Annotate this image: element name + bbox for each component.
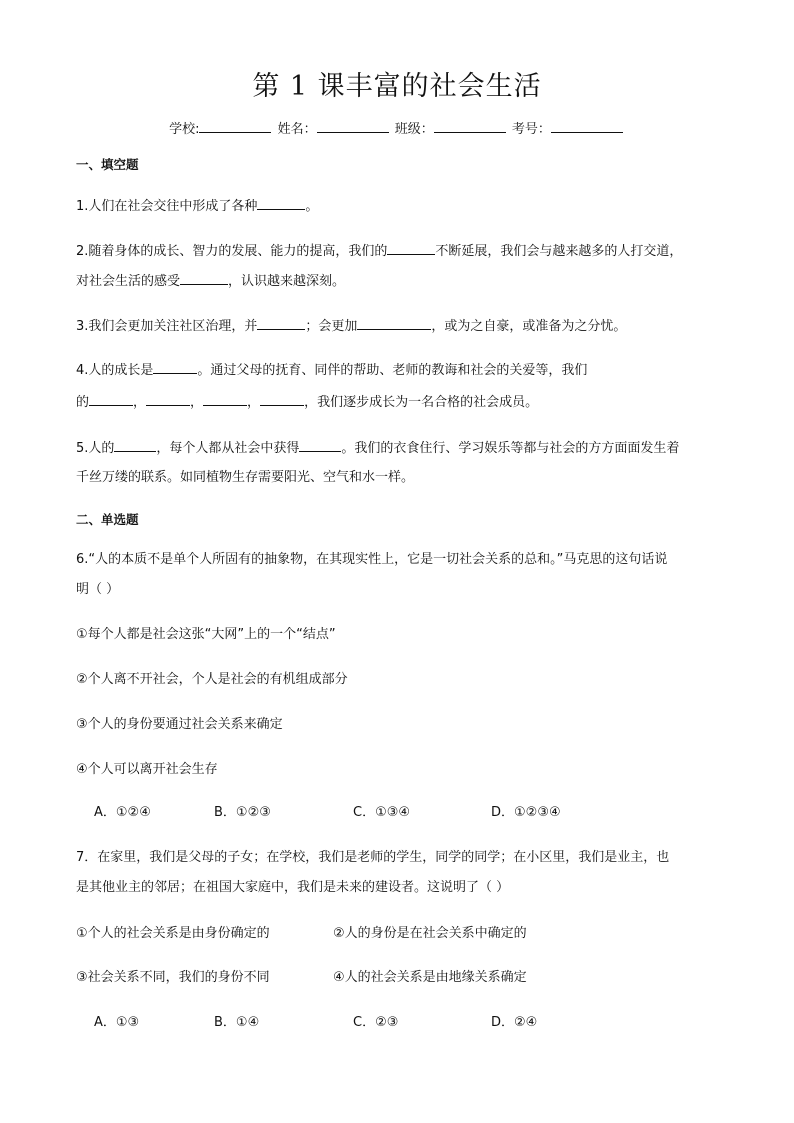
q6-option-a[interactable]: A．①②④	[94, 805, 151, 820]
q6-option-c[interactable]: C．①③④	[353, 805, 411, 820]
q4-blank-4[interactable]	[203, 393, 247, 406]
name-label: 姓名：	[277, 122, 317, 137]
q7-option-d[interactable]: D．②④	[491, 1015, 538, 1030]
school-label: 学校:	[169, 122, 200, 137]
q4-blank-3[interactable]	[146, 393, 190, 406]
section-fill-blank: 一、填空题	[76, 157, 139, 172]
q6-option-b[interactable]: B．①②③	[214, 805, 271, 820]
question-3: 3.我们会更加关注社区治理，并 ；会更加 ，或为之自豪，或准备为之分忧。	[76, 319, 627, 334]
q5-blank-1[interactable]	[114, 439, 156, 452]
class-label: 班级：	[394, 122, 434, 137]
section-single-choice: 二、单选题	[76, 512, 139, 527]
q1-blank[interactable]	[257, 197, 305, 210]
q4-blank-1[interactable]	[153, 361, 197, 374]
exam-no-label: 考号：	[511, 122, 551, 137]
school-blank[interactable]	[199, 120, 271, 133]
question-5-line-1: 5.人的 ，每个人都从社会中获得 。我们的衣食住行、学习娱乐等都与社会的方方面面发生着	[76, 441, 680, 456]
q3-blank-1[interactable]	[257, 317, 305, 330]
q6-statement-1: ①每个人都是社会这张“大网”上的一个“结点”	[76, 627, 336, 642]
q7-statement-3: ③社会关系不同，我们的身份不同	[76, 970, 270, 985]
question-7-line-2: 是其他业主的邻居；在祖国大家庭中，我们是未来的建设者。这说明了（ ）	[76, 880, 510, 895]
question-2-line-2: 对社会生活的感受 ，认识越来越深刻。	[76, 274, 346, 289]
question-2-line-1: 2.随着身体的成长、智力的发展、能力的提高，我们的 不断延展，我们会与越来越多的人打交道，	[76, 244, 683, 259]
q6-option-d[interactable]: D．①②③④	[491, 805, 561, 820]
name-blank[interactable]	[317, 120, 389, 133]
q4-blank-2[interactable]	[89, 393, 133, 406]
q4-blank-5[interactable]	[260, 393, 304, 406]
q7-option-a[interactable]: A．①③	[94, 1015, 140, 1030]
question-7-line-1: 7．在家里，我们是父母的子女；在学校，我们是老师的学生，同学的同学；在小区里，我们是业主，也	[76, 850, 670, 865]
q5-blank-2[interactable]	[299, 439, 341, 452]
question-5-line-2: 千丝万缕的联系。如同植物生存需要阳光、空气和水一样。	[76, 470, 415, 485]
q7-option-b[interactable]: B．①④	[214, 1015, 260, 1030]
q6-statement-3: ③个人的身份要通过社会关系来确定	[76, 717, 283, 732]
question-6-line-2: 明（ ）	[76, 582, 120, 597]
student-info-row	[0, 118, 794, 137]
q7-statement-4: ④人的社会关系是由地缘关系确定	[333, 970, 527, 985]
q3-blank-2[interactable]	[357, 317, 431, 330]
q7-option-c[interactable]: C．②③	[353, 1015, 399, 1030]
class-blank[interactable]	[434, 120, 506, 133]
question-4-line-2: 的 ， ， ， ，我们逐步成长为一名合格的社会成员。	[76, 395, 539, 410]
q7-statement-1: ①个人的社会关系是由身份确定的	[76, 926, 270, 941]
page-title: 第 1 课丰富的社会生活	[252, 71, 542, 102]
question-6-line-1: 6.“人的本质不是单个人所固有的抽象物，在其现实性上，它是一切社会关系的总和。”马克思的这句话说	[76, 552, 668, 567]
exam-no-blank[interactable]	[551, 120, 623, 133]
q7-statement-2: ②人的身份是在社会关系中确定的	[333, 926, 527, 941]
q2-blank-1[interactable]	[387, 242, 435, 255]
question-4-line-1: 4.人的成长是 。通过父母的抚育、同伴的帮助、老师的教诲和社会的关爱等，我们	[76, 363, 588, 378]
q6-statement-4: ④个人可以离开社会生存	[76, 762, 218, 777]
q2-blank-2[interactable]	[180, 272, 228, 285]
question-1: 1.人们在社会交往中形成了各种 。	[76, 199, 319, 214]
q6-statement-2: ②个人离不开社会，个人是社会的有机组成部分	[76, 672, 348, 687]
